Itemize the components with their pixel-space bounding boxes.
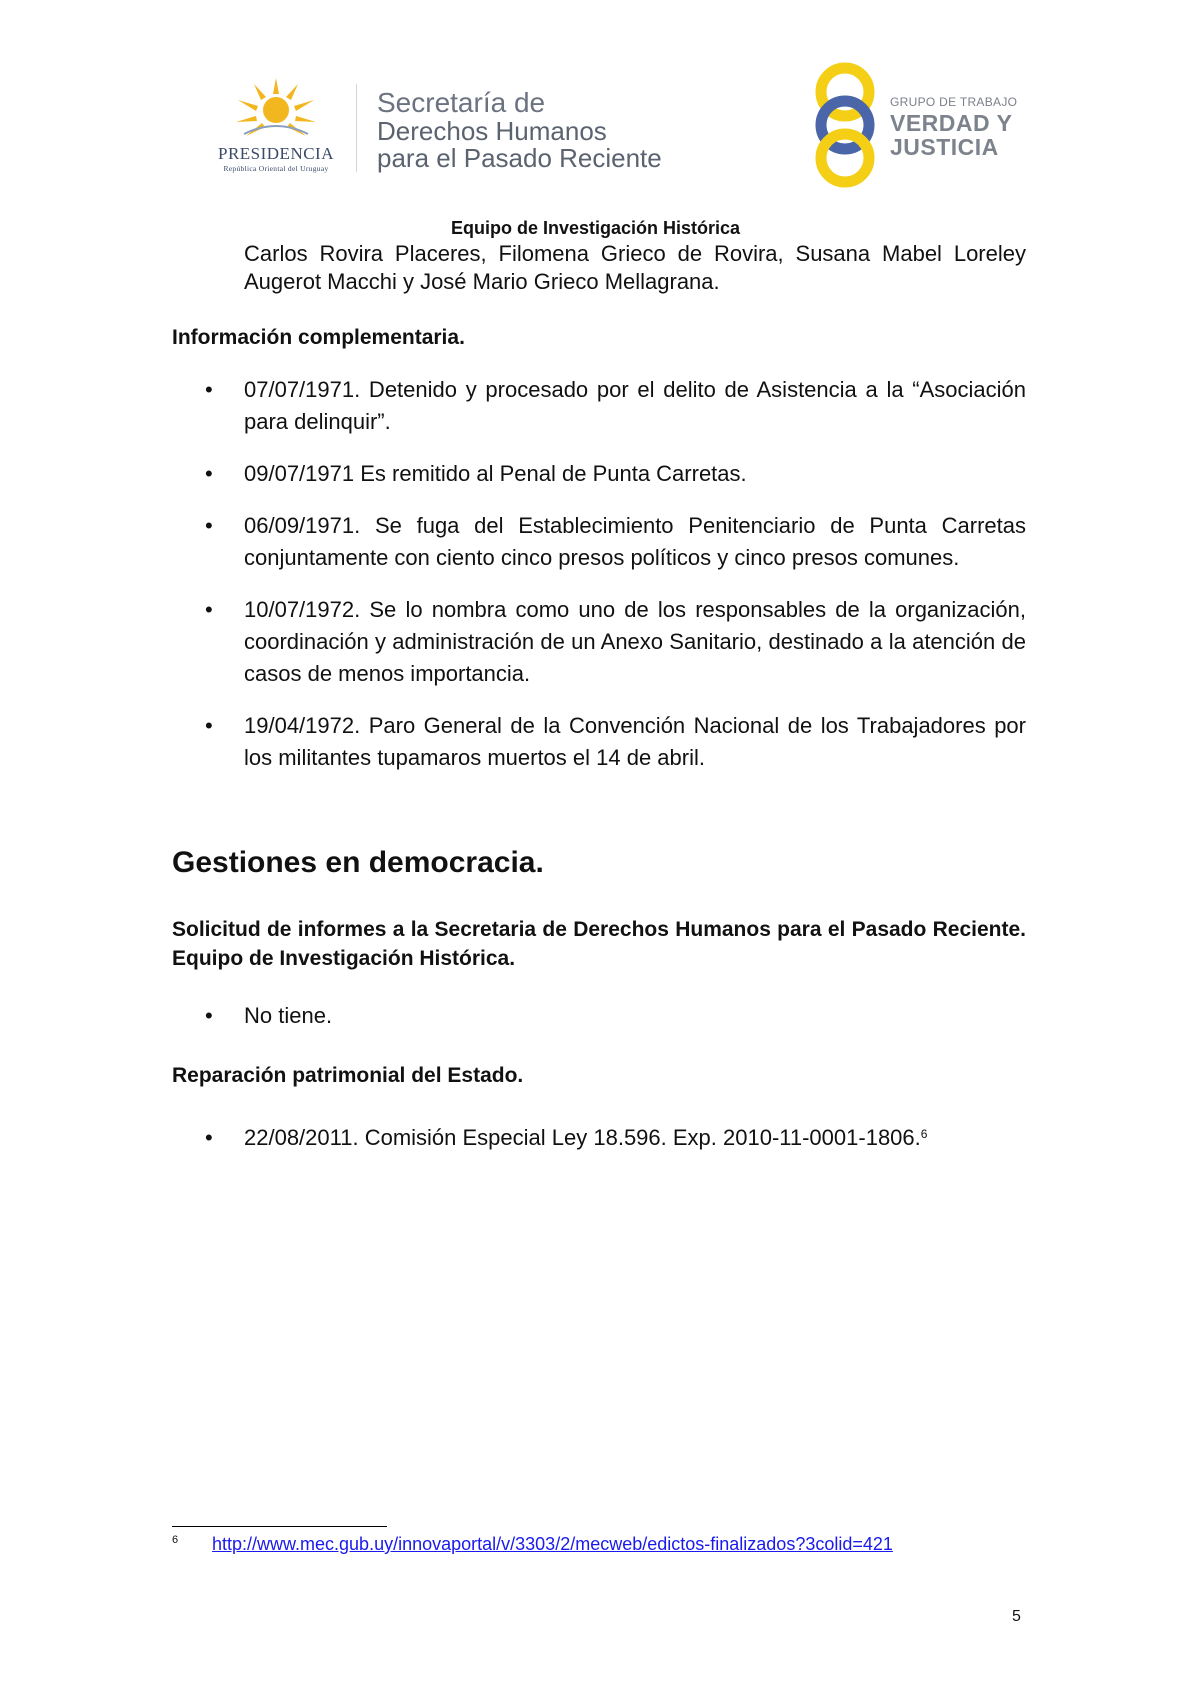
presidencia-text: PRESIDENCIA bbox=[217, 144, 334, 163]
bullet-icon: • bbox=[205, 713, 213, 738]
list-item-text: 09/07/1971 Es remitido al Penal de Punta Carretas. bbox=[244, 461, 747, 486]
secretaria-line-3: para el Pasado Reciente bbox=[377, 143, 662, 173]
logo-divider bbox=[356, 84, 357, 172]
gtvj-verdad-text: VERDAD Y bbox=[890, 110, 1013, 136]
page-number: 5 bbox=[1012, 1608, 1021, 1625]
continuation-paragraph: Carlos Rovira Placeres, Filomena Grieco de Rovira, Susana Mabel Loreley Augerot Macchi y José Mario Grieco Mellagrana. bbox=[244, 241, 1026, 294]
reparacion-heading: Reparación patrimonial del Estado. bbox=[172, 1064, 524, 1087]
secretaria-logo-text bbox=[377, 88, 662, 172]
secretaria-line-1: Secretaría de bbox=[377, 87, 546, 118]
bullet-icon: • bbox=[205, 597, 213, 622]
presidencia-logo bbox=[196, 78, 356, 178]
list-item bbox=[205, 594, 1026, 690]
footnote-reference[interactable]: 6 bbox=[920, 1127, 928, 1141]
info-heading: Información complementaria. bbox=[172, 326, 465, 349]
footnote-separator bbox=[172, 1526, 387, 1527]
secretaria-line-2: Derechos Humanos bbox=[377, 116, 607, 146]
footnote-number: 6 bbox=[172, 1534, 179, 1546]
presidencia-subtitle: República Oriental del Uruguay bbox=[223, 164, 329, 173]
solicitud-list bbox=[205, 1000, 1026, 1032]
bullet-icon: • bbox=[205, 513, 213, 538]
gtvj-small-text: GRUPO DE TRABAJO bbox=[890, 95, 1018, 109]
list-item bbox=[205, 374, 1026, 438]
info-list bbox=[205, 374, 1026, 774]
list-item bbox=[205, 1122, 1026, 1154]
solicitud-heading: Solicitud de informes a la Secretaria de Derechos Humanos para el Pasado Reciente. Equipo de Investigación Histórica. bbox=[172, 918, 1026, 970]
list-item-text: 19/04/1972. Paro General de la Convención Nacional de los Trabajadores por los militantes tupamaros muertos el 14 de abril. bbox=[244, 713, 1026, 770]
list-item-text: 10/07/1972. Se lo nombra como uno de los responsables de la organización, coordinación y administración de un Anexo Sanitario, destinado a la atención de casos de menos importancia. bbox=[244, 597, 1026, 686]
list-item bbox=[205, 1000, 1026, 1032]
footnote-link[interactable]: http://www.mec.gub.uy/innovaportal/v/3303/2/mecweb/edictos-finalizados?3colid=421 bbox=[212, 1534, 893, 1554]
sun-emblem-icon bbox=[236, 78, 316, 138]
list-item-text: 07/07/1971. Detenido y procesado por el delito de Asistencia a la “Asociación para delinquir”. bbox=[244, 377, 1026, 434]
list-item-text: 06/09/1971. Se fuga del Establecimiento Penitenciario de Punta Carretas conjuntamente con ciento cinco presos políticos y cinco presos comunes. bbox=[244, 513, 1026, 570]
list-item bbox=[205, 710, 1026, 774]
list-item bbox=[205, 510, 1026, 574]
document-header bbox=[0, 0, 1191, 200]
reparacion-list bbox=[205, 1122, 1026, 1154]
gestiones-heading: Gestiones en democracia. bbox=[172, 846, 544, 879]
team-title: Equipo de Investigación Histórica bbox=[450, 218, 741, 238]
bullet-icon: • bbox=[205, 1003, 213, 1028]
list-item bbox=[205, 458, 1026, 490]
gtvj-justicia-text: JUSTICIA bbox=[890, 134, 999, 160]
bullet-icon: • bbox=[205, 1125, 213, 1150]
list-item-text: 22/08/2011. Comisión Especial Ley 18.596. Exp. 2010-11-0001-1806. bbox=[244, 1125, 921, 1150]
list-item-text: No tiene. bbox=[244, 1003, 333, 1028]
verdad-justicia-logo bbox=[815, 60, 1035, 190]
bullet-icon: • bbox=[205, 377, 213, 402]
bullet-icon: • bbox=[205, 461, 213, 486]
